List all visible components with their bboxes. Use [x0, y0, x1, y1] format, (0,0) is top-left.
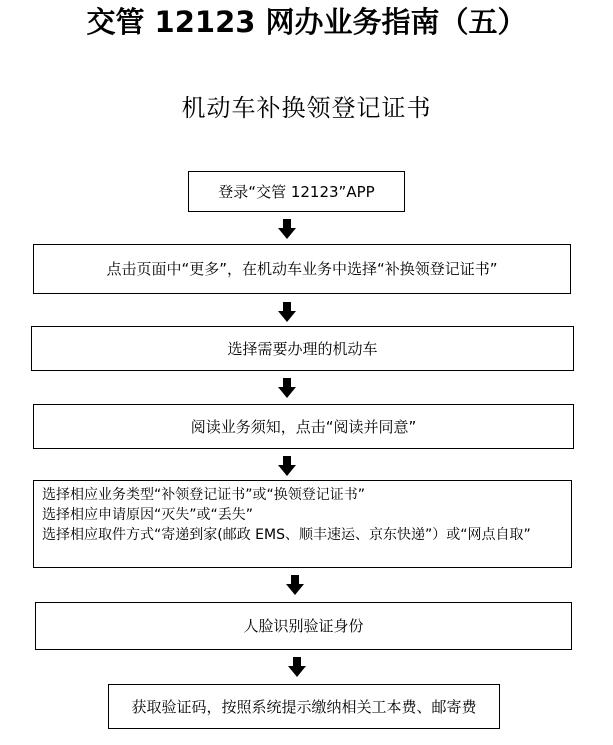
down-arrow-icon [286, 575, 304, 595]
guide-title: 交管 12123 网办业务指南（五） [86, 5, 527, 39]
guide-subtitle: 机动车补换领登记证书 [181, 94, 432, 122]
step-6-text: 人脸识别验证身份 [243, 617, 364, 635]
step-4-box [33, 404, 574, 449]
step-5-line-1: 选择相应业务类型“补领登记证书”或“换领登记证书” [42, 487, 366, 503]
down-arrow-icon [278, 302, 296, 322]
down-arrow-icon [288, 657, 306, 677]
step-5-line-2: 选择相应申请原因“灭失”或“丢失” [42, 507, 254, 523]
step-5-box [33, 480, 572, 568]
step-7-text: 获取验证码，按照系统提示缴纳相关工本费、邮寄费 [131, 697, 477, 716]
step-1-box [188, 171, 405, 212]
step-3-text: 选择需要办理的机动车 [227, 339, 378, 358]
step-2-text: 点击页面中“更多”，在机动车业务中选择“补换领登记证书” [106, 260, 498, 278]
down-arrow-icon [278, 378, 296, 398]
step-1-text: 登录“交管 12123”APP [218, 182, 375, 201]
step-2-box [33, 244, 571, 294]
step-6-box [35, 602, 572, 650]
down-arrow-icon [278, 219, 296, 239]
step-3-box [31, 326, 574, 371]
step-7-box [108, 684, 500, 729]
step-4-text: 阅读业务须知，点击“阅读并同意” [190, 417, 417, 436]
down-arrow-icon [278, 456, 296, 476]
step-5-line-3: 选择相应取件方式“寄递到家(邮政 EMS、顺丰速运、京东快递”）或“网点自取” [42, 527, 531, 543]
